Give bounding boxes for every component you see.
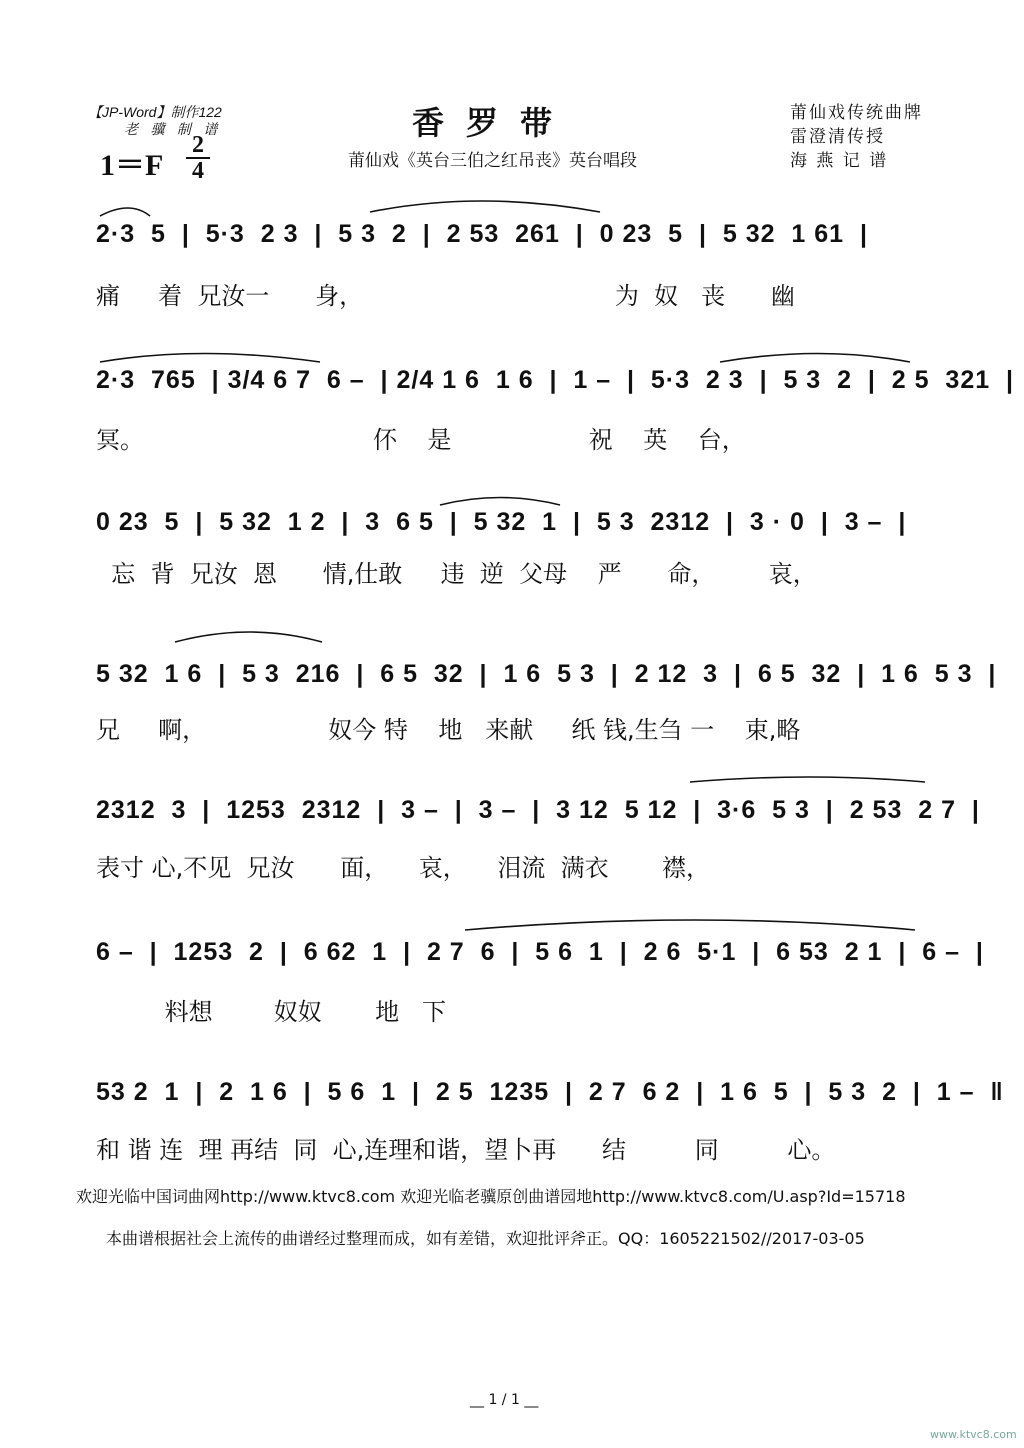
credit-origin: 莆仙戏传统曲牌 xyxy=(790,103,923,123)
slur-mark xyxy=(690,777,925,782)
credit-transcriber: 海 燕 记 谱 xyxy=(790,151,889,171)
slur-mark xyxy=(100,354,320,363)
notes-line: 5 32 1 6 | 5 3 216 | 6 5 32 | 1 6 5 3 | 2 12 3 | 6 5 32 | 1 6 5 3 | xyxy=(96,660,997,688)
key-signature: 1＝F xyxy=(100,149,164,182)
notes-line: 2·3 5 | 5·3 2 3 | 5 3 2 | 2 53 261 | 0 23 5 | 5 32 1 61 | xyxy=(96,220,868,248)
notes-line: 6 – | 1253 2 | 6 62 1 | 2 7 6 | 5 6 1 | 2 6 5·1 | 6 53 2 1 | 6 – | xyxy=(96,938,984,966)
slur-mark xyxy=(370,201,600,212)
notes-line: 2·3 765 | 3/4 6 7 6 – | 2/4 1 6 1 6 | 1 – | 5·3 2 3 | 5 3 2 | 2 5 321 | xyxy=(96,366,1015,394)
time-denominator: 4 xyxy=(192,158,204,184)
lyric-line-6: 料想 奴奴 地 下 xyxy=(96,998,446,1026)
slur-mark xyxy=(440,498,560,506)
slur-mark xyxy=(100,208,150,216)
maker-label: 老 骥 制 谱 xyxy=(124,122,222,138)
page-indicator: __ 1 / 1 __ xyxy=(470,1392,539,1408)
lyric-line-5: 表寸 心,不见 兄汝 面， 哀， 泪流 满衣 襟， xyxy=(96,854,710,882)
site-watermark: www.ktvc8.com xyxy=(930,1428,1017,1441)
jp-word-label: 【JP-Word】制作122 xyxy=(88,104,222,120)
footer-welcome: 欢迎光临中国词曲网http://www.ktvc8.com 欢迎光临老骥原创曲谱园地http://www.ktvc8.com/U.asp?Id=15718 xyxy=(76,1187,906,1206)
notes-line: 2312 3 | 1253 2312 | 3 – | 3 – | 3 12 5 12 | 3·6 5 3 | 2 53 2 7 | xyxy=(96,796,980,824)
credit-teacher: 雷澄清传授 xyxy=(790,127,885,147)
footer-notice: 本曲谱根据社会上流传的曲谱经过整理而成，如有差错，欢迎批评斧正。QQ：1605221502//2017-03-05 xyxy=(106,1229,865,1248)
notes-line: 53 2 1 | 2 1 6 | 5 6 1 | 2 5 1235 | 2 7 6 2 | 1 6 5 | 5 3 2 | 1 – ‖ xyxy=(96,1078,1004,1106)
slur-mark xyxy=(175,632,322,642)
lyric-line-3: 忘 背 兄汝 恩 情,仕敢 违 逆 父母 严 命， 哀， xyxy=(96,560,817,588)
slur-mark xyxy=(720,354,910,363)
lyric-line-4: 兄 啊， 奴今 特 地 来献 纸 钱,生刍 一 束,略 xyxy=(96,716,801,744)
slur-mark xyxy=(465,920,915,930)
time-numerator: 2 xyxy=(192,132,204,158)
lyric-line-7: 和 谐 连 理 再结 同 心,连理和谐，望卜再 结 同 心。 xyxy=(96,1136,836,1164)
page-number: 1 / 1 xyxy=(488,1392,520,1408)
notes-line: 0 23 5 | 5 32 1 2 | 3 6 5 | 5 32 1 | 5 3 2312 | 3 · 0 | 3 – | xyxy=(96,508,907,536)
lyric-line-1: 痛 着 兄汝一 身， 为 奴 丧 幽 xyxy=(96,282,795,310)
song-title: 香罗带 xyxy=(412,104,575,142)
lyric-line-2: 冥。 伓 是 祝 英 台， xyxy=(96,426,746,454)
song-subtitle: 莆仙戏《英台三伯之红吊丧》英台唱段 xyxy=(348,151,637,171)
